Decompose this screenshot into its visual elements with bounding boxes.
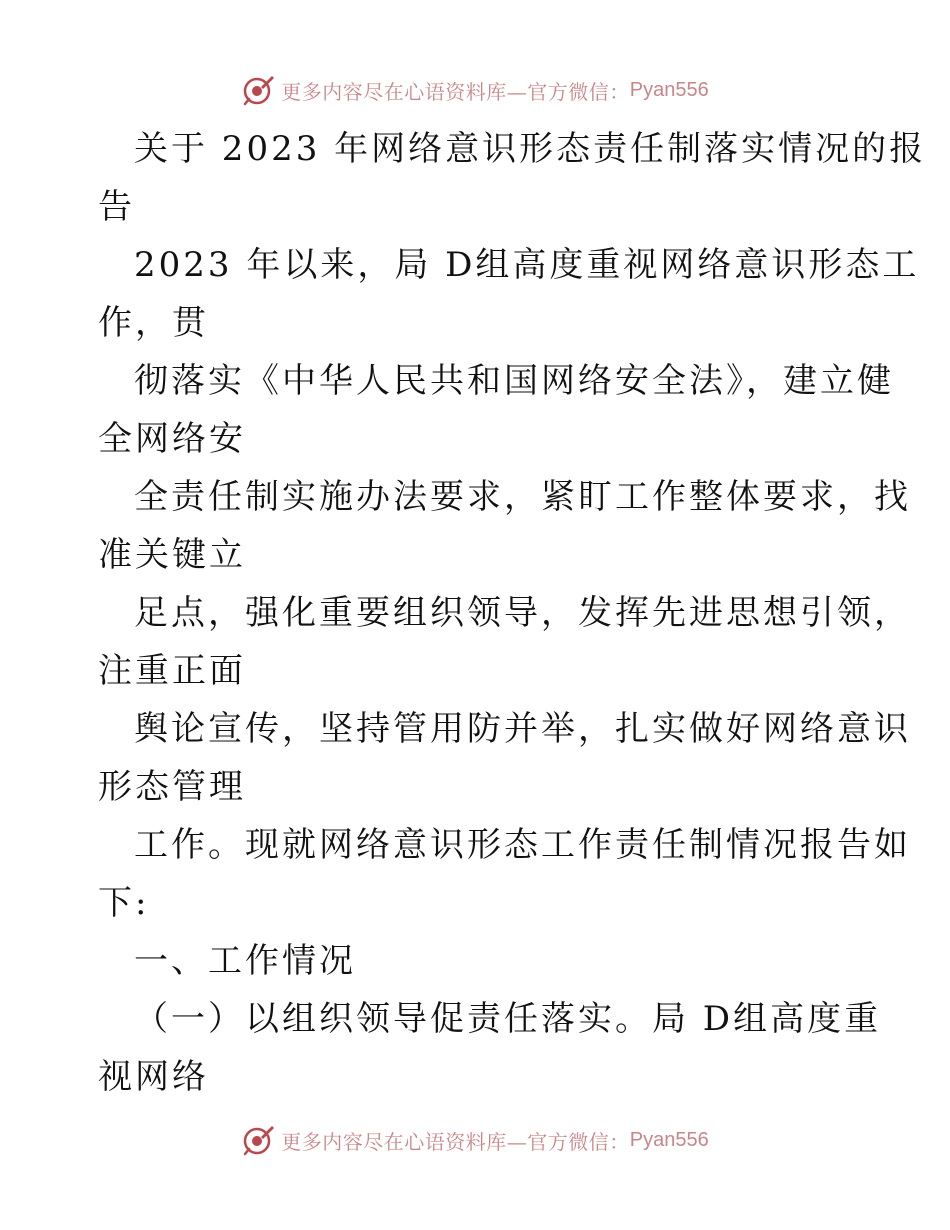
paragraph-line: 全网络安	[98, 419, 246, 459]
paragraph-line: 彻落实《中华人民共和国网络安全法》，建立健	[134, 361, 894, 401]
paragraph-line: 全责任制实施办法要求，紧盯工作整体要求，找	[134, 477, 911, 517]
banner-text: 更多内容尽在心语资料库—官方微信：	[281, 79, 630, 104]
banner-wechat-id: Pyan556	[629, 1128, 709, 1151]
pen-nib-logo-icon	[241, 73, 275, 107]
title-line-1: 关于 2023 年网络意识形态责任制落实情况的报	[134, 129, 927, 169]
paragraph-line: 形态管理	[98, 767, 246, 807]
banner-text: 更多内容尽在心语资料库—官方微信：	[281, 1129, 630, 1154]
paragraph-line: 工作。现就网络意识形态工作责任制情况报告如	[134, 825, 911, 865]
section-heading: 一、工作情况	[134, 941, 356, 981]
paragraph-line: 2023 年以来，局 D组高度重视网络意识形态工	[134, 245, 920, 285]
paragraph-line: 下:	[98, 883, 150, 923]
paragraph-line: 作，贯	[98, 303, 209, 343]
paragraph-line: 注重正面	[98, 651, 246, 691]
banner-wechat-id: Pyan556	[629, 78, 709, 101]
footer-watermark-banner	[0, 1120, 950, 1160]
pen-nib-logo-icon	[241, 1123, 275, 1157]
paragraph-line: 准关键立	[98, 535, 246, 575]
paragraph-line: 舆论宣传，坚持管用防并举，扎实做好网络意识	[134, 709, 911, 749]
title-line-2: 告	[98, 187, 135, 227]
document-body	[98, 120, 927, 1106]
subsection-line: （一）以组织领导促责任落实。局 D组高度重	[134, 999, 882, 1039]
paragraph-line: 足点，强化重要组织领导，发挥先进思想引领，	[134, 593, 911, 633]
header-watermark-banner	[0, 70, 950, 110]
subsection-line: 视网络	[98, 1057, 209, 1097]
